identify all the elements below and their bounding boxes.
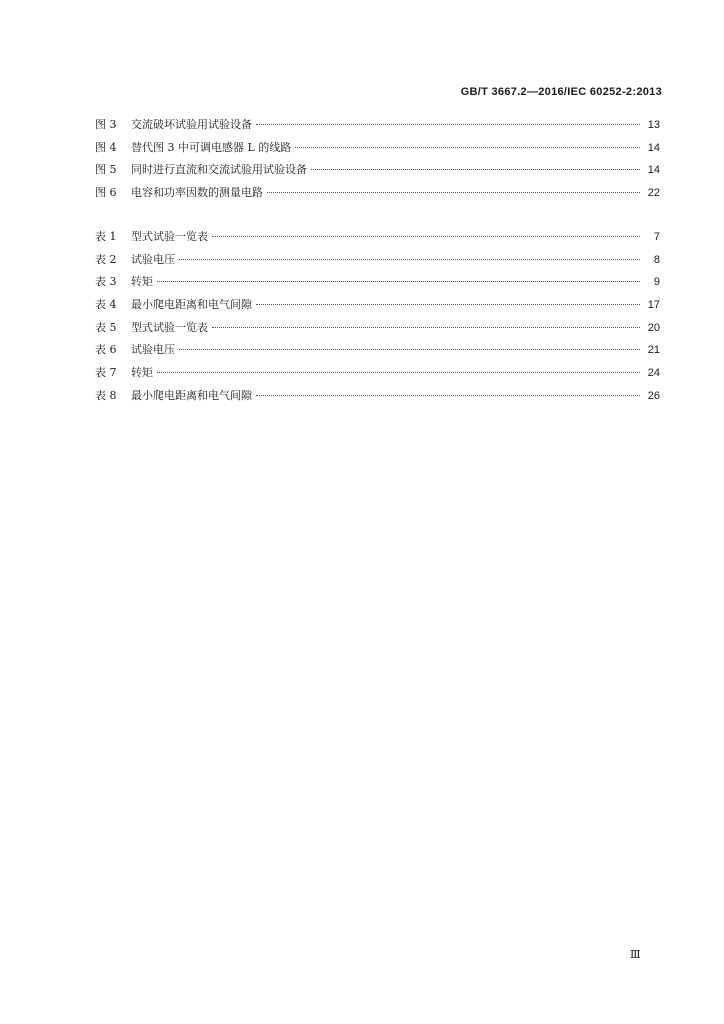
toc-entry-title: 最小爬电距离和电气间隙 — [131, 298, 252, 312]
toc-entry-title: 试验电压 — [131, 343, 175, 357]
toc-entry-page: 9 — [653, 276, 660, 289]
dot-leader — [295, 147, 640, 148]
page-number: Ⅲ — [630, 949, 641, 961]
toc-entry-title: 型式试验一览表 — [131, 230, 208, 243]
toc-entry-label: 表 1 — [95, 230, 117, 243]
dot-leader — [256, 304, 640, 305]
toc-entry[interactable] — [95, 364, 660, 387]
dot-leader — [311, 169, 640, 170]
toc-entry-title: 电容和功率因数的测量电路 — [131, 186, 263, 200]
toc-entry-label: 表 5 — [95, 320, 117, 334]
toc-entry[interactable] — [95, 273, 660, 296]
toc-entry-title: 最小爬电距离和电气间隙 — [131, 388, 252, 402]
dot-leader — [179, 259, 640, 260]
toc-entry-page: 20 — [647, 321, 660, 334]
toc-entry-page: 26 — [647, 389, 660, 402]
toc-entry-label: 表 8 — [95, 388, 117, 402]
toc-entry[interactable] — [95, 116, 660, 139]
toc-entry-title: 交流破坏试验用试验设备 — [131, 118, 252, 131]
toc-entry-page: 8 — [653, 253, 660, 266]
toc-entry-label: 表 3 — [95, 275, 117, 289]
toc-entry[interactable] — [95, 184, 660, 207]
toc-entry-page: 14 — [647, 164, 660, 177]
figure-list — [95, 116, 660, 207]
dot-leader — [267, 192, 640, 193]
toc-entry-title: 转矩 — [131, 275, 153, 289]
toc-entry-label: 表 7 — [95, 366, 117, 380]
dot-leader — [157, 281, 640, 282]
standard-code-header: GB/T 3667.2—2016/IEC 60252-2:2013 — [460, 86, 662, 98]
dot-leader — [212, 236, 640, 237]
toc-entry-page: 22 — [647, 187, 660, 200]
dot-leader — [256, 124, 640, 125]
toc-entry[interactable] — [95, 161, 660, 184]
toc-entry-page: 17 — [647, 299, 660, 312]
toc-entry-label: 表 4 — [95, 298, 117, 312]
table-list — [95, 228, 660, 410]
toc-entry[interactable] — [95, 228, 660, 251]
toc-entry-title: 同时进行直流和交流试验用试验设备 — [131, 163, 307, 177]
toc-entry-label: 图 6 — [95, 186, 117, 200]
dot-leader — [212, 327, 640, 328]
toc-entry[interactable] — [95, 251, 660, 274]
dot-leader — [179, 349, 640, 350]
toc-entry-title: 转矩 — [131, 366, 153, 380]
toc-entry-label: 图 4 — [95, 140, 117, 154]
toc-entry-title: 型式试验一览表 — [131, 320, 208, 334]
toc-entry-page: 24 — [647, 367, 660, 380]
toc-entry-page: 13 — [647, 119, 660, 131]
toc-entry-label: 表 6 — [95, 343, 117, 357]
toc-entry-label: 图 3 — [95, 118, 117, 131]
toc-entry-page: 21 — [647, 344, 660, 357]
toc-entry[interactable] — [95, 319, 660, 342]
toc-entry-label: 图 5 — [95, 163, 117, 177]
toc-entry-label: 表 2 — [95, 252, 117, 266]
toc-entry[interactable] — [95, 296, 660, 319]
toc-entry-title: 替代图 3 中可调电感器 L 的线路 — [131, 140, 292, 154]
toc-entry-title: 试验电压 — [131, 252, 175, 266]
toc-entry-page: 14 — [647, 141, 660, 154]
toc-entry[interactable] — [95, 341, 660, 364]
toc-entry[interactable] — [95, 387, 660, 410]
dot-leader — [256, 395, 640, 396]
dot-leader — [157, 372, 640, 373]
toc-entry-page: 7 — [653, 231, 660, 243]
toc-entry[interactable] — [95, 139, 660, 162]
